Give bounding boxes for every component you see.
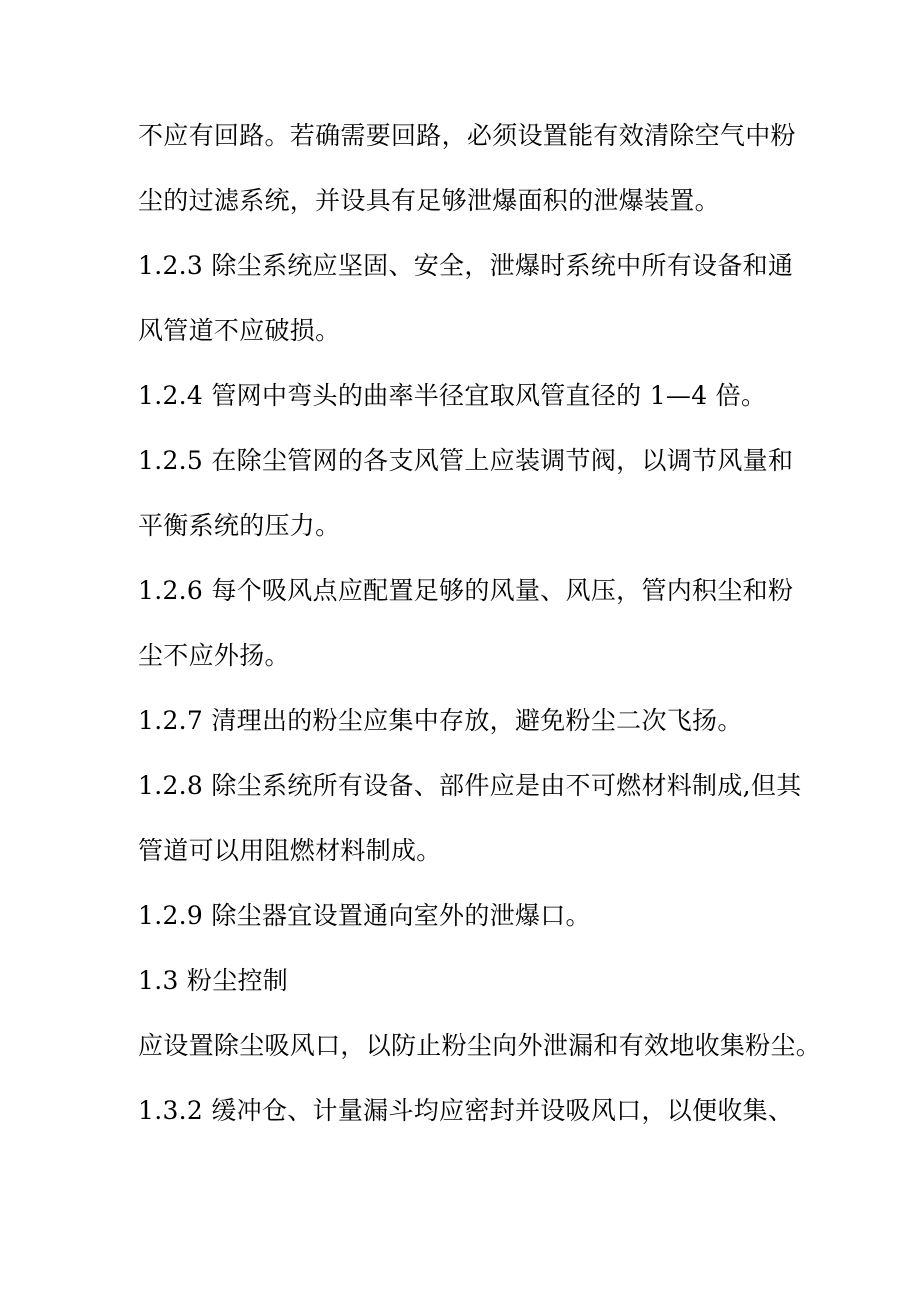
text-line: 1.2.4 管网中弯头的曲率半径宜取风管直径的 1—4 倍。: [138, 381, 767, 410]
text-line: 1.2.5 在除尘管网的各支风管上应装调节阀，以调节风量和: [138, 446, 794, 475]
text-line: 1.2.3 除尘系统应坚固、安全，泄爆时系统中所有设备和通: [138, 251, 794, 280]
text-line: 尘不应外扬。: [138, 641, 290, 670]
text-line: 1.2.8 除尘系统所有设备、部件应是由不可燃材料制成,但其: [138, 771, 802, 800]
text-line: 平衡系统的压力。: [138, 511, 341, 540]
text-line: 1.2.7 清理出的粉尘应集中存放，避免粉尘二次飞扬。: [138, 706, 743, 735]
text-line: 风管道不应破损。: [138, 316, 341, 345]
text-line: 1.3.2 缓冲仓、计量漏斗均应密封并设吸风口，以便收集、: [138, 1096, 794, 1125]
text-line: 尘的过滤系统，并设具有足够泄爆面积的泄爆装置。: [138, 186, 720, 215]
text-line: 应设置除尘吸风口，以防止粉尘向外泄漏和有效地收集粉尘。: [138, 1031, 822, 1060]
text-line: 管道可以用阻燃材料制成。: [138, 836, 442, 865]
text-line: 1.2.6 每个吸风点应配置足够的风量、风压，管内积尘和粉: [138, 576, 794, 605]
section-heading: 1.3 粉尘控制: [138, 966, 289, 995]
text-line: 1.2.9 除尘器宜设置通向室外的泄爆口。: [138, 901, 591, 930]
text-line: 不应有回路。若确需要回路，必须设置能有效清除空气中粉: [138, 121, 796, 150]
